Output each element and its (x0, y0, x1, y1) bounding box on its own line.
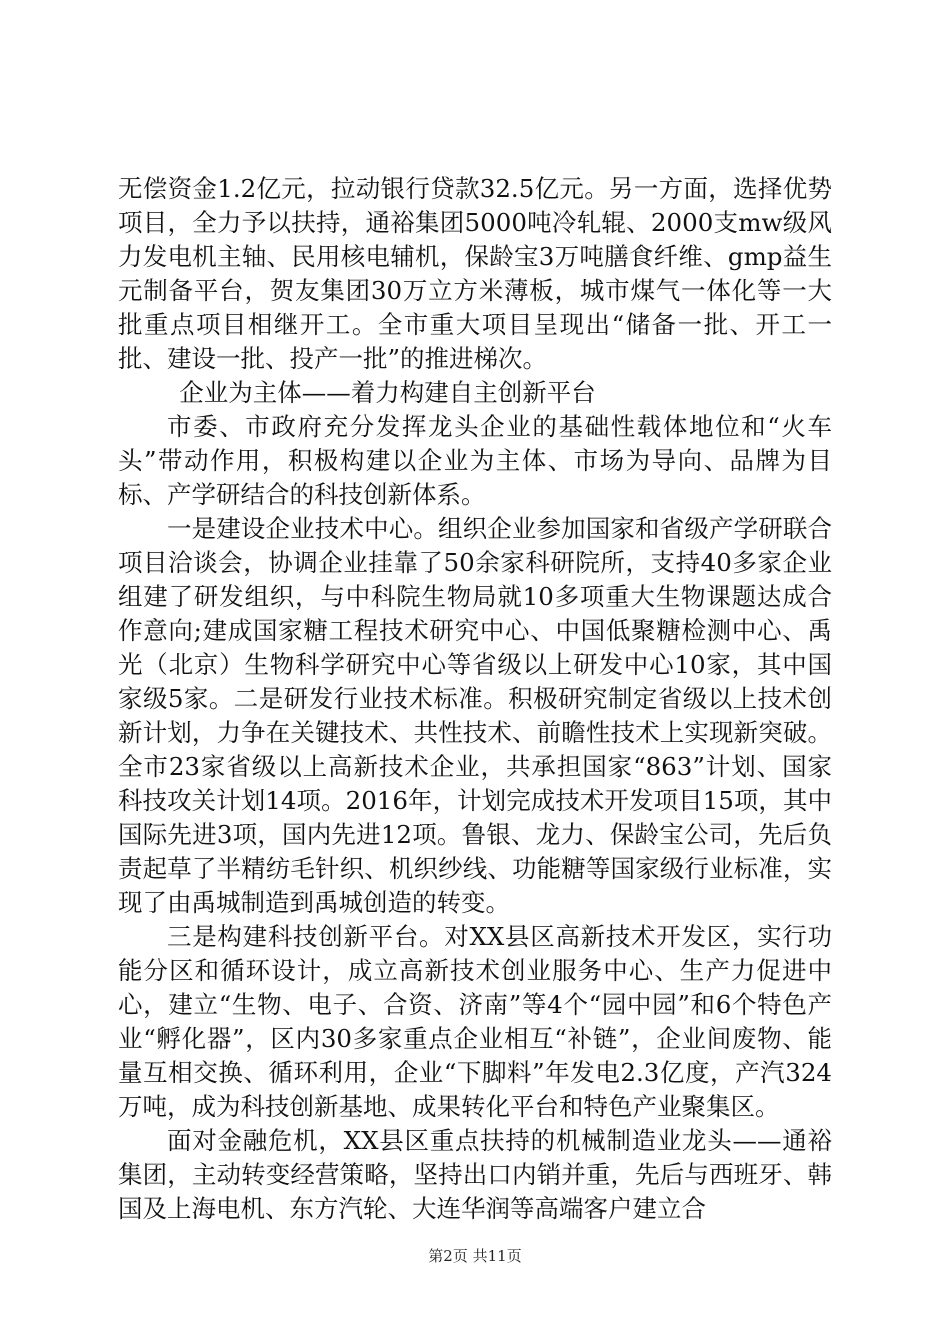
paragraph-innovation-system: 市委、市政府充分发挥龙头企业的基础性载体地位和“火车头”带动作用，积极构建以企业为主体、市场为导向、品牌为目标、产学研结合的科技创新体系。 (118, 412, 832, 509)
paragraph-tech-center: 一是建设企业技术中心。组织企业参加国家和省级产学研联合项目洽谈会，协调企业挂靠了50余家科研院所，支持40多家企业组建了研发组织，与中科院生物局就10多项重大生物课题达成合作意向;建成国家糖工程技术研究中心、中国低聚糖检测中心、禹光（北京）生物科学研究中心等省级以上研发中心10家，其中国家级5家。二是研发行业技术标准。积极研究制定省级以上技术创新计划，力争在关键技术、共性技术、前瞻性技术上实现新突破。全市23家省级以上高新技术企业，共承担国家“863”计划、国家科技攻关计划14项。2016年，计划完成技术开发项目15项，其中国际先进3项，国内先进12项。鲁银、龙力、保龄宝公司，先后负责起草了半精纺毛针织、机织纱线、功能糖等国家级行业标准，实现了由禹城制造到禹城创造的转变。 (118, 514, 832, 917)
paragraph-innovation-platform: 三是构建科技创新平台。对XX县区高新技术开发区，实行功能分区和循环设计，成立高新技术创业服务中心、生产力促进中心，建立“生物、电子、合资、济南”等4个“园中园”和6个特色产业“孵化器”，区内30多家重点企业相互“补链”，企业间废物、能量互相交换、循环利用，企业“下脚料”年发电2.3亿度，产汽324万吨，成为科技创新基地、成果转化平台和特色产业聚集区。 (118, 922, 832, 1121)
document-body (118, 172, 832, 1226)
paragraph-continuation: 无偿资金1.2亿元，拉动银行贷款32.5亿元。另一方面，选择优势项目，全力予以扶持，通裕集团5000吨冷轧辊、2000支mw级风力发电机主轴、民用核电辅机，保龄宝3万吨膳食纤维、gmp益生元制备平台，贺友集团30万立方米薄板，城市煤气一体化等一大批重点项目相继开工。全市重大项目呈现出“储备一批、开工一批、建设一批、投产一批”的推进梯次。 (118, 174, 832, 373)
section-heading: 企业为主体——着力构建自主创新平台 (179, 378, 596, 407)
page-number-footer: 第2页 共11页 (428, 1247, 522, 1265)
paragraph-financial-crisis: 面对金融危机，XX县区重点扶持的机械制造业龙头——通裕集团，主动转变经营策略，坚持出口内销并重，先后与西班牙、韩国及上海电机、东方汽轮、大连华润等高端客户建立合 (118, 1126, 832, 1223)
